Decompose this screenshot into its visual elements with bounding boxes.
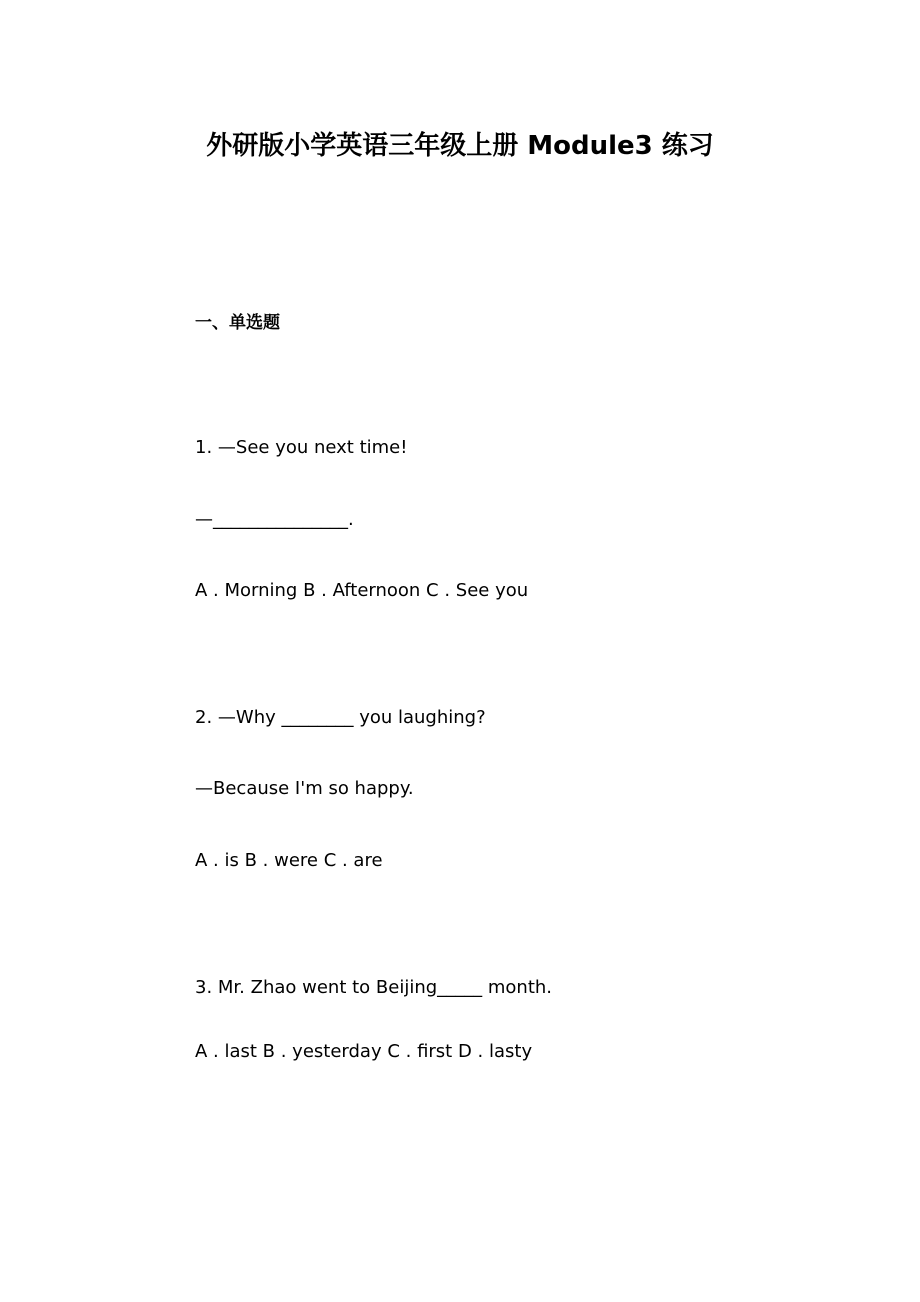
- question-2-options: A . is B . were C . are: [195, 850, 383, 871]
- question-3-prompt: 3. Mr. Zhao went to Beijing_____ month.: [195, 977, 553, 998]
- question-3-options: A . last B . yesterday C . first D . lasty: [195, 1041, 533, 1062]
- question-2-response: —Because I'm so happy.: [195, 778, 414, 799]
- question-2-prompt: 2. —Why ________ you laughing?: [195, 707, 486, 728]
- page-title: 外研版小学英语三年级上册 Module3 练习: [206, 131, 714, 161]
- section-heading: 一、单选题: [195, 313, 280, 333]
- question-1-options: A . Morning B . Afternoon C . See you: [195, 580, 529, 601]
- question-1-answer-blank: —_______________.: [195, 509, 354, 530]
- question-1-prompt: 1. —See you next time!: [195, 437, 408, 458]
